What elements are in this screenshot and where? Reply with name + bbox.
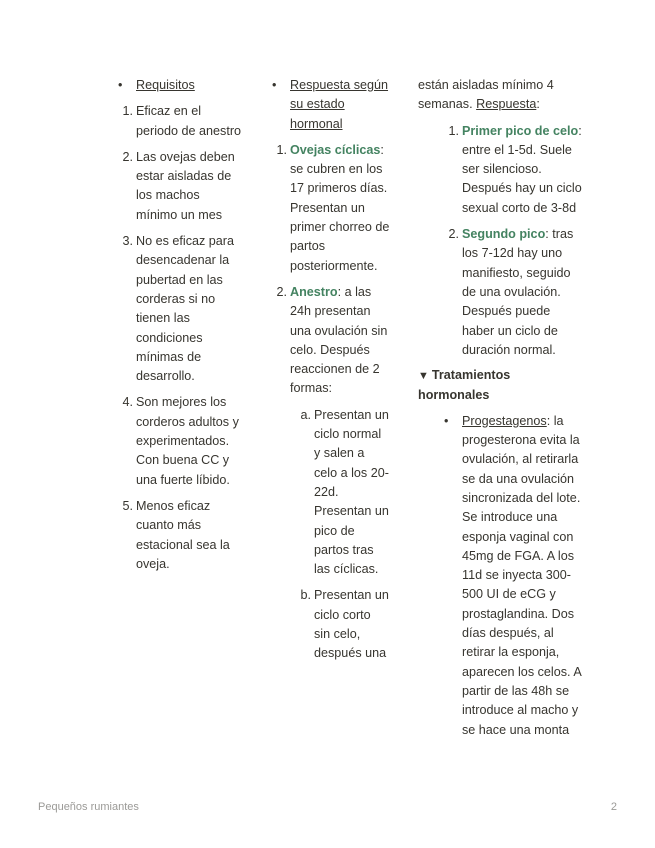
respuesta-list bbox=[266, 141, 390, 664]
sub-list bbox=[290, 406, 390, 664]
list-item: 2. Las ovejas deben estar aisladas de los machos mínimo un mes bbox=[122, 149, 235, 222]
respuesta-bullet bbox=[266, 76, 390, 134]
list-item: 1. Ovejas cíclicas: se cubren en los 17 primeros días. Presentan un primer chorreo de partos posteriormente. bbox=[276, 142, 390, 273]
sub-list-item: b. Presentan un ciclo corto sin celo, después una bbox=[300, 588, 389, 661]
requisitos-link[interactable]: Requisitos bbox=[136, 78, 195, 92]
column-1 bbox=[112, 76, 244, 574]
sub-list-item: a. Presentan un ciclo normal y salen a celo a los 20-22d. Presentan un pico de partos tras las cíclicas. bbox=[300, 407, 389, 577]
respuesta-pico-list bbox=[418, 122, 584, 361]
list-item: 1. Eficaz en el periodo de anestro bbox=[122, 104, 242, 138]
footer-title: Pequeños rumiantes bbox=[38, 801, 139, 813]
page-number: 2 bbox=[610, 801, 617, 813]
column-2 bbox=[266, 76, 390, 664]
highlight-term: Primer pico de celo bbox=[462, 123, 579, 138]
continued-paragraph: están aisladas mínimo 4 semanas. Respuesta: bbox=[418, 78, 554, 112]
respuesta-link[interactable]: Respuesta bbox=[476, 97, 537, 112]
highlight-term: Ovejas cíclicas bbox=[290, 142, 381, 157]
list-item: 4. Son mejores los corderos adultos y experimentados. Con buena CC y una fuerte líbido. bbox=[122, 395, 239, 487]
list-item: 1. Primer pico de celo: entre el 1-5d. Suele ser silencioso. Después hay un ciclo sexual corto de 3-8d bbox=[448, 123, 582, 215]
list-item: 3. No es eficaz para desencadenar la pubertad en las corderas si no tienen las condiciones mínimas de desarrollo. bbox=[122, 234, 235, 384]
tratamientos-heading: Tratamientos hormonales bbox=[418, 368, 511, 403]
progestagenos-bullet: • Progestagenos: la progesterona evita la ovulación, al retirarla se da una ovulación sincronizada del lote. Se introduce una esponja vaginal con 45mg de FGA. A los 11d se inyecta 300-500 UI de eCG y prostaglandina. Dos días después, al retirar la esponja, aparecen los celos. A partir de las 48h se introduce al macho y se hace una monta bbox=[438, 412, 584, 740]
highlight-term: Anestro bbox=[290, 284, 338, 299]
progestagenos-link[interactable]: Progestagenos bbox=[462, 413, 547, 428]
list-item: 5. Menos eficaz cuanto más estacional sea la oveja. bbox=[122, 498, 230, 571]
list-item: 2. Segundo pico: tras los 7-12d hay uno manifiesto, seguido de una ovulación. Después puede haber un ciclo de duración normal. bbox=[448, 227, 574, 357]
column-3 bbox=[418, 76, 584, 740]
list-item: 2. Anestro: a las 24h presentan una ovulación sin celo. Después reaccionen de 2 formas: a. Presentan un ciclo normal y salen a celo a los 20-22d. Presentan un pico de partos tras las cíclicas. b. Presentan un ciclo corto sin celo, después una bbox=[266, 283, 390, 664]
triangle-down-icon[interactable]: ▼ bbox=[418, 370, 429, 383]
highlight-term: Segundo pico bbox=[462, 227, 546, 242]
requisitos-list bbox=[112, 102, 244, 574]
requisitos-bullet bbox=[112, 76, 244, 95]
respuesta-estado-link[interactable]: Respuesta según su estado hormonal bbox=[290, 78, 389, 131]
tratamientos-toggle[interactable] bbox=[418, 366, 584, 406]
